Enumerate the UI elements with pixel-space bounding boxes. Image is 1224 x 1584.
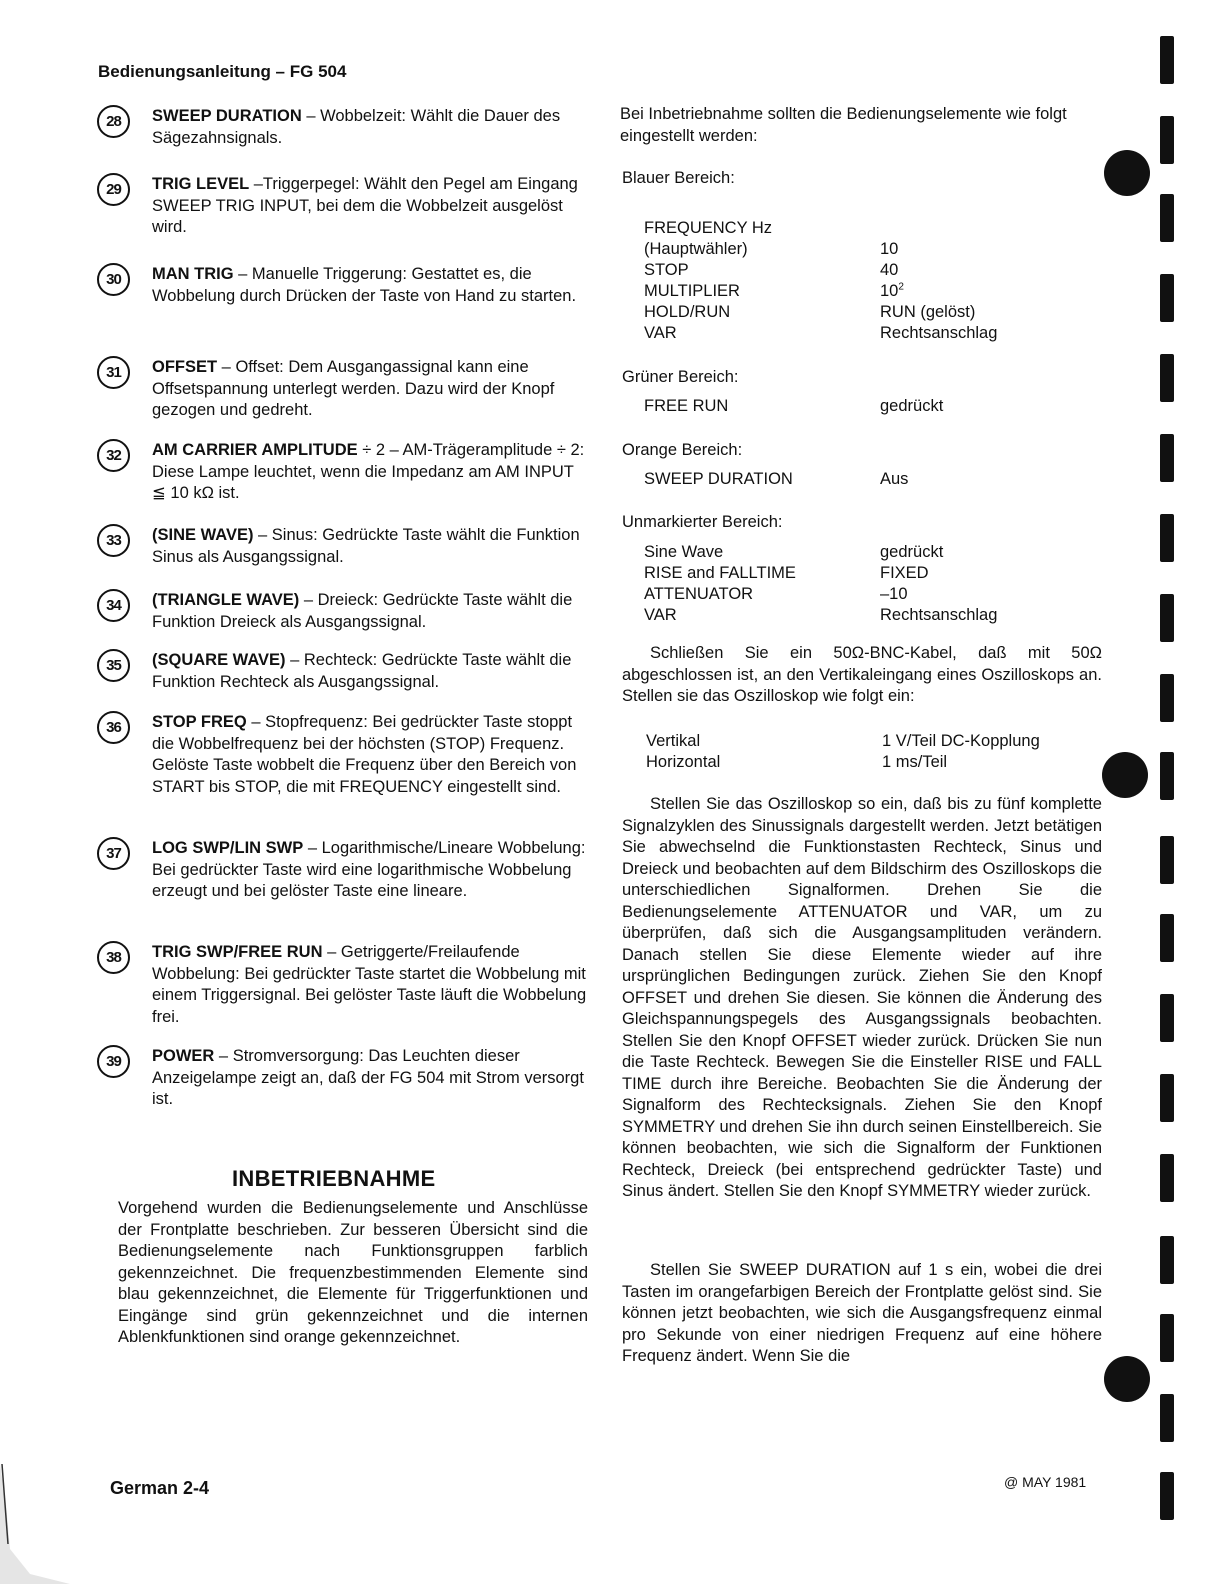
paragraph: Schließen Sie ein 50Ω-BNC-Kabel, daß mit 50Ω abgeschlossen ist, an den Vertikaleingang eines Oszilloskops an. Stellen sie das Oszilloskop wie folgt ein: bbox=[622, 644, 1102, 705]
paragraph: Stellen Sie das Oszilloskop so ein, daß bis zu fünf komplette Signalzyklen des Sinussignals dargestellt werden. Jetzt betätigen Sie abwechselnd die Funktionstasten Rechteck, Sinus und Dreieck und beobachten auf dem Bildschirm des Oszilloskops die unterschiedlichen Signalformen. Drehen Sie die Bedienungselemente ATTENUATOR und VAR, um zu überprüfen, daß sich die Ausgangsamplituden verändern. Danach stellen Sie diese Elemente wieder auf ihre ursprünglichen Bedingungen zurück. Ziehen Sie den Knopf OFFSET und drehen Sie diesen. Sie können die Änderung des Gleichspannungspegels des Ausgangssignals beobachten. Stellen Sie den Knopf OFFSET wieder zurück. Drücken Sie nun die Taste Rechteck. Bewegen Sie die Einsteller RISE und FALL TIME durch ihre Bereiche. Beobachten Sie die Änderung der Signalform des Rechtecksignals. Ziehen Sie den Knopf SYMMETRY und drehen Sie ihn durch seinen Einstellbereich. Sie können beobachten, wie sich die Signalform der Funktionen Rechteck, Dreieck (bei entsprechend gedrückter Taste) und Sinus ändert. Stellen Sie den Knopf SYMMETRY wieder zurück. bbox=[622, 795, 1102, 1200]
list-item bbox=[97, 942, 587, 1028]
edge-mark bbox=[1160, 1394, 1174, 1442]
item-number: 33 bbox=[97, 524, 130, 557]
item-term: (SINE WAVE) bbox=[152, 526, 254, 544]
item-text: – Getriggerte/Freilaufende Wobbelung: Bei gedrückter Taste startet die Wobbelung mit einem Triggersignal. Bei gelöster Taste läuft die Wobbelung frei. bbox=[152, 943, 587, 1026]
item-number: 29 bbox=[97, 173, 130, 206]
item-text: – Dreieck: Gedrückte Taste wählt die Funktion Dreieck als Ausgangssignal. bbox=[152, 591, 573, 631]
setting-value: 1 ms/Teil bbox=[882, 753, 948, 771]
list-item bbox=[97, 1046, 587, 1111]
item-text: – Stromversorgung: Das Leuchten dieser Anzeigelampe zeigt an, daß der FG 504 mit Strom versorgt ist. bbox=[152, 1047, 584, 1108]
item-term: (SQUARE WAVE) bbox=[152, 651, 286, 669]
item-text: – Logarithmische/Lineare Wobbelung: Bei gedrückter Taste wird eine logarithmische Wobbelung erzeugt und bei gelöster Taste eine lineare. bbox=[152, 839, 586, 900]
edge-mark bbox=[1160, 36, 1174, 84]
group-heading-orange: Orange Bereich: bbox=[622, 441, 743, 459]
setting-value: 10 bbox=[880, 240, 899, 258]
list-item bbox=[97, 838, 587, 903]
edge-mark bbox=[1160, 194, 1174, 242]
item-term: OFFSET bbox=[152, 358, 218, 376]
item-term: MAN TRIG bbox=[152, 265, 234, 283]
setting-value: gedrückt bbox=[880, 543, 944, 561]
item-term: TRIG LEVEL bbox=[152, 175, 250, 193]
item-text: – Offset: Dem Ausgangassignal kann eine Offsetspannung unterlegt werden. Dazu wird der Knopf gezogen und gedreht. bbox=[152, 358, 555, 419]
setting-value: RUN (gelöst) bbox=[880, 303, 976, 321]
setting-label: (Hauptwähler) bbox=[644, 240, 748, 258]
item-term: (TRIANGLE WAVE) bbox=[152, 591, 300, 609]
list-item bbox=[97, 106, 587, 149]
item-number: 38 bbox=[97, 941, 130, 974]
edge-mark bbox=[1160, 354, 1174, 402]
list-item bbox=[97, 264, 587, 307]
setting-value: Rechtsanschlag bbox=[880, 324, 998, 342]
edge-mark bbox=[1160, 836, 1174, 884]
setting-value: 10 bbox=[880, 282, 899, 300]
edge-mark bbox=[1160, 752, 1174, 800]
edge-mark bbox=[1160, 914, 1174, 962]
edge-mark bbox=[1160, 514, 1174, 562]
item-number: 34 bbox=[97, 589, 130, 622]
setting-label: VAR bbox=[644, 606, 677, 624]
edge-mark bbox=[1160, 116, 1174, 164]
edge-mark bbox=[1160, 594, 1174, 642]
setting-value: 1 V/Teil DC-Kopplung bbox=[882, 732, 1040, 750]
item-text: – Stopfrequenz: Bei gedrückter Taste stoppt die Wobbelfrequenz bei der höchsten (STOP) Frequenz. Gelöste Taste wobbelt die Frequenz über den Bereich von START bis STOP, die mit FREQUENCY eingestellt sind. bbox=[152, 713, 577, 796]
group-heading-green: Grüner Bereich: bbox=[622, 368, 739, 386]
item-text: – Manuelle Triggerung: Gestattet es, die Wobbelung durch Drücken der Taste von Hand zu starten. bbox=[152, 265, 577, 305]
item-text: – Wobbelzeit: Wählt die Dauer des Sägezahnsignals. bbox=[152, 107, 561, 147]
list-item bbox=[97, 712, 587, 798]
item-number: 39 bbox=[97, 1045, 130, 1078]
setting-value: gedrückt bbox=[880, 397, 944, 415]
setting-value: 40 bbox=[880, 261, 899, 279]
footer-page-number: German 2-4 bbox=[110, 1478, 210, 1498]
footer-date: @ MAY 1981 bbox=[1004, 1474, 1087, 1490]
setting-value: Aus bbox=[880, 470, 909, 488]
setting-value: –10 bbox=[880, 585, 908, 603]
group-heading-unmarked: Unmarkierter Bereich: bbox=[622, 513, 783, 531]
group-heading-blue: Blauer Bereich: bbox=[622, 169, 735, 187]
list-item bbox=[97, 525, 587, 568]
section-paragraph: Vorgehend wurden die Bedienungselemente und Anschlüsse der Frontplatte beschrieben. Zur besseren Übersicht sind die Bedienungselemente nach Funktionsgruppen farblich gekennzeichnet. Die frequenzbestimmenden Elemente sind blau gekennzeichnet, die Elemente für Triggerfunktionen und Eingänge sind grün gekennzeichnet und die internen Ablenkfunktionen sind orange gekennzeichnet. bbox=[118, 1199, 588, 1346]
item-text: – Rechteck: Gedrückte Taste wählt die Funktion Rechteck als Ausgangssignal. bbox=[152, 651, 572, 691]
setting-label: RISE and FALLTIME bbox=[644, 564, 796, 582]
binder-hole bbox=[1102, 752, 1148, 798]
edge-mark bbox=[1160, 1074, 1174, 1122]
scan-edge bbox=[0, 1464, 70, 1584]
paragraph: Stellen Sie SWEEP DURATION auf 1 s ein, wobei die drei Tasten im orangefarbigen Bereich der Frontplatte gelöst sind. Sie können jetzt beobachten, wie sich die Ausgangsfrequenz einmal pro Sekunde von einer niedrigen Frequenz auf eine höhere Frequenz ändert. Wenn Sie die bbox=[622, 1261, 1102, 1365]
section-title: INBETRIEBNAHME bbox=[232, 1166, 436, 1191]
setting-value-exponent: 2 bbox=[898, 281, 904, 293]
list-item bbox=[97, 174, 587, 239]
item-text: –Triggerpegel: Wählt den Pegel am Eingang SWEEP TRIG INPUT, bei dem die Wobbelzeit ausgelöst wird. bbox=[152, 175, 578, 236]
setting-label: SWEEP DURATION bbox=[644, 470, 793, 488]
edge-mark bbox=[1160, 274, 1174, 322]
edge-mark bbox=[1160, 1236, 1174, 1284]
setting-label: Vertikal bbox=[646, 732, 701, 750]
list-item bbox=[97, 440, 587, 505]
intro-paragraph: Bei Inbetriebnahme sollten die Bedienungselemente wie folgt eingestellt werden: bbox=[620, 105, 1067, 145]
item-term: LOG SWP/LIN SWP bbox=[152, 839, 304, 857]
item-number: 37 bbox=[97, 837, 130, 870]
setting-label: FREE RUN bbox=[644, 397, 729, 415]
edge-mark bbox=[1160, 1154, 1174, 1202]
setting-label: HOLD/RUN bbox=[644, 303, 731, 321]
page-header: Bedienungsanleitung – FG 504 bbox=[98, 62, 347, 81]
edge-mark bbox=[1160, 994, 1174, 1042]
item-term: POWER bbox=[152, 1047, 215, 1065]
edge-mark bbox=[1160, 1472, 1174, 1520]
item-number: 35 bbox=[97, 649, 130, 682]
list-item bbox=[97, 590, 587, 633]
setting-value: FIXED bbox=[880, 564, 929, 582]
item-number: 36 bbox=[97, 711, 130, 744]
binder-hole bbox=[1104, 150, 1150, 196]
edge-mark bbox=[1160, 434, 1174, 482]
item-number: 31 bbox=[97, 356, 130, 389]
setting-label: MULTIPLIER bbox=[644, 282, 740, 300]
setting-label: Horizontal bbox=[646, 753, 721, 771]
list-item bbox=[97, 357, 587, 422]
setting-label: STOP bbox=[644, 261, 689, 279]
setting-label: FREQUENCY Hz bbox=[644, 219, 773, 237]
setting-label: ATTENUATOR bbox=[644, 585, 754, 603]
item-term: STOP FREQ bbox=[152, 713, 247, 731]
edge-mark bbox=[1160, 674, 1174, 722]
setting-label: VAR bbox=[644, 324, 677, 342]
item-text: ÷ 2 – AM-Trägeramplitude ÷ 2: Diese Lampe leuchtet, wenn die Impedanz am AM INPUT ≦ 10 kΩ ist. bbox=[152, 441, 585, 502]
item-term: TRIG SWP/FREE RUN bbox=[152, 943, 323, 961]
item-number: 30 bbox=[97, 263, 130, 296]
item-number: 28 bbox=[97, 105, 130, 138]
setting-value: Rechtsanschlag bbox=[880, 606, 998, 624]
setting-label: Sine Wave bbox=[644, 543, 724, 561]
item-term: SWEEP DURATION bbox=[152, 107, 302, 125]
item-text: – Sinus: Gedrückte Taste wählt die Funktion Sinus als Ausgangssignal. bbox=[152, 526, 580, 566]
edge-mark bbox=[1160, 1314, 1174, 1362]
item-number: 32 bbox=[97, 439, 130, 472]
list-item bbox=[97, 650, 587, 693]
binder-hole bbox=[1104, 1356, 1150, 1402]
item-term: AM CARRIER AMPLITUDE bbox=[152, 441, 358, 459]
